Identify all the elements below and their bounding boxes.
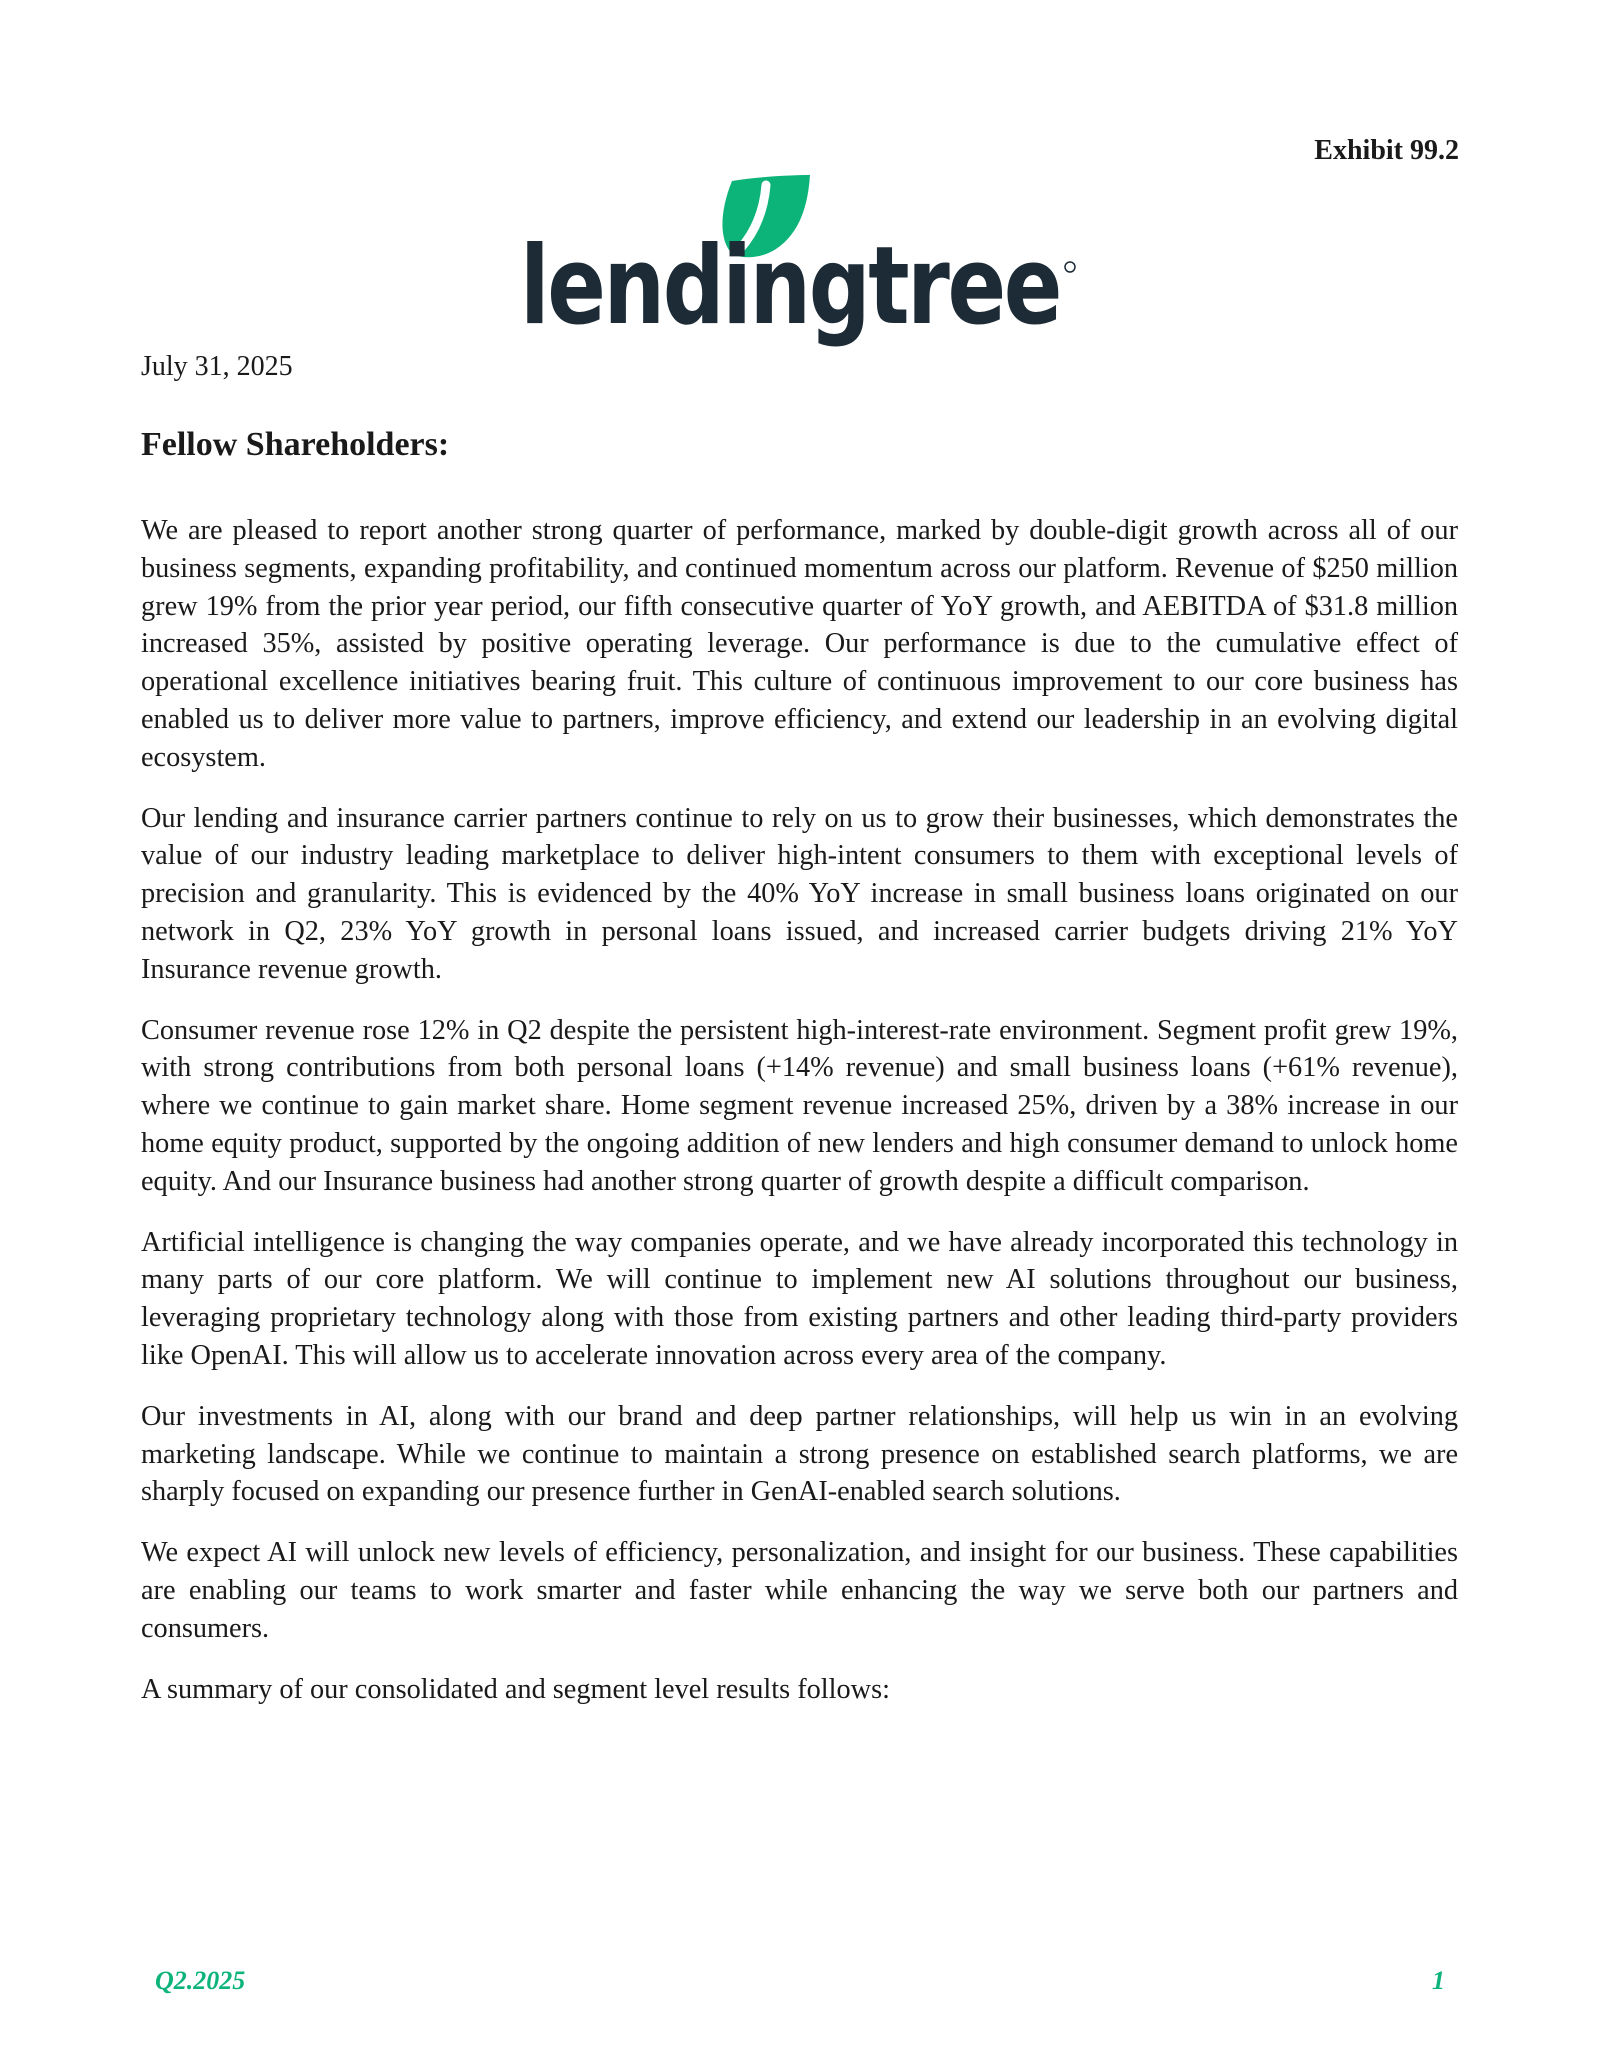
page-number: 1 [1432, 1966, 1445, 1995]
letter-body [141, 512, 1458, 1731]
lendingtree-logo [520, 175, 1080, 355]
paragraph: We are pleased to report another strong quarter of performance, marked by double-digit growth across all of our business segments, expanding profitability, and continued momentum across our platform. Revenue of $250 million grew 19% from the prior year period, our fifth consecutive quarter of YoY growth, and AEBITDA of $31.8 million increased 35%, assisted by positive operating leverage. Our performance is due to the cumulative effect of operational excellence initiatives bearing fruit. This culture of continuous improvement to our core business has enabled us to deliver more value to partners, improve efficiency, and extend our leadership in an evolving digital ecosystem. [141, 515, 1458, 773]
footer-quarter: Q2.2025 [155, 1966, 246, 1995]
paragraph: Artificial intelligence is changing the way companies operate, and we have already incorporated this technology in many parts of our core platform. We will continue to implement new AI solutions throughout our business, leveraging proprietary technology along with those from existing partners and other leading third-party providers like OpenAI. This will allow us to accelerate innovation across every area of the company. [141, 1226, 1458, 1371]
paragraph: A summary of our consolidated and segment level results follows: [141, 1673, 890, 1705]
salutation: Fellow Shareholders: [141, 426, 450, 463]
letter-date: July 31, 2025 [141, 351, 293, 382]
paragraph: Our investments in AI, along with our brand and deep partner relationships, will help us win in an evolving marketing landscape. While we continue to maintain a strong presence on established search platforms, we are sharply focused on expanding our presence further in GenAI-enabled search solutions. [141, 1400, 1458, 1508]
paragraph: Consumer revenue rose 12% in Q2 despite the persistent high-interest-rate environment. Segment profit grew 19%, with strong contributions from both personal loans (+14% revenue) and small business loans (+61% revenue), where we continue to gain market share. Home segment revenue increased 25%, driven by a 38% increase in our home equity product, supported by the ongoing addition of new lenders and high consumer demand to unlock home equity. And our Insurance business had another strong quarter of growth despite a difficult comparison. [141, 1014, 1458, 1197]
logo-wordmark: lendingtree [520, 224, 1060, 349]
paragraph: Our lending and insurance carrier partners continue to rely on us to grow their businesses, which demonstrates the value of our industry leading marketplace to deliver high-intent consumers to them with exceptional levels of precision and granularity. This is evidenced by the 40% YoY increase in small business loans originated on our network in Q2, 23% YoY growth in personal loans issued, and increased carrier budgets driving 21% YoY Insurance revenue growth. [141, 802, 1458, 985]
exhibit-label: Exhibit 99.2 [1314, 135, 1459, 166]
paragraph: We expect AI will unlock new levels of efficiency, personalization, and insight for our business. These capabilities are enabling our teams to work smarter and faster while enhancing the way we serve both our partners and consumers. [141, 1537, 1458, 1644]
